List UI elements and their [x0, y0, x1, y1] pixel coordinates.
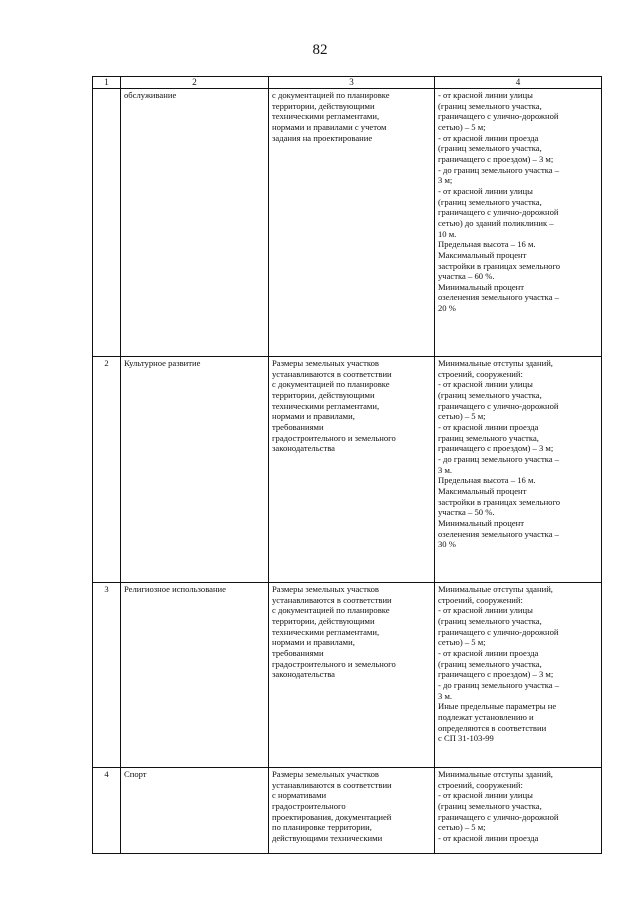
- cell-text-line: Минимальный процент: [438, 517, 524, 528]
- cell-text-line: техническими регламентами,: [272, 111, 380, 122]
- cell-text-line: (границ земельного участка,: [438, 389, 542, 400]
- cell-text-line: границ земельного участка,: [438, 432, 539, 443]
- table-row: [93, 583, 602, 768]
- table-header-row: [93, 77, 602, 89]
- cell-text-line: действующими техническими: [272, 832, 383, 843]
- cell-text-line: граничащего с проездом) – 3 м;: [438, 669, 554, 680]
- cell-text-line: подлежат установлению и: [438, 711, 534, 722]
- row-parameters-text: [435, 768, 602, 854]
- cell-text-line: с документацией по планировке: [272, 379, 390, 390]
- cell-text-line: участка – 60 %.: [438, 271, 495, 282]
- cell-text-line: законодательства: [272, 443, 335, 454]
- page-number: 82: [312, 42, 328, 58]
- cell-text-line: территории, действующими: [272, 615, 375, 626]
- zoning-table: [92, 76, 602, 854]
- row-number: [93, 89, 121, 357]
- cell-text-line: (границ земельного участка,: [438, 143, 542, 154]
- cell-text-line: (границ земельного участка,: [438, 615, 542, 626]
- cell-text-line: - от красной линии улицы: [438, 790, 533, 801]
- row-parameters-text: [435, 583, 602, 768]
- cell-text-line: - от красной линии проезда: [438, 132, 539, 143]
- cell-text-line: с документацией по планировке: [272, 90, 390, 100]
- cell-text-line: (границ земельного участка,: [438, 100, 542, 111]
- cell-text-line: (границ земельного участка,: [438, 196, 542, 207]
- cell-text-line: 10 м.: [438, 228, 457, 239]
- cell-text-line: Максимальный процент: [438, 249, 527, 260]
- cell-text-line: техническими регламентами,: [272, 400, 380, 411]
- cell-text-line: озеленения земельного участка –: [438, 528, 559, 539]
- row-number: 4: [93, 768, 121, 854]
- cell-text-line: 3 м.: [438, 690, 453, 701]
- row-number: 2: [93, 357, 121, 583]
- cell-text-line: устанавливаются в соответствии: [272, 594, 392, 605]
- cell-text-line: участка – 50 %.: [438, 507, 495, 518]
- cell-text-line: проектирования, документацией: [272, 811, 392, 822]
- cell-text-line: сетью) – 5 м;: [438, 637, 486, 648]
- cell-text-line: граничащего с улично-дорожной: [438, 207, 559, 218]
- cell-text-line: Минимальные отступы зданий,: [438, 769, 553, 779]
- cell-text-line: с нормативами: [272, 790, 327, 801]
- header-col-1: 1: [93, 77, 121, 89]
- cell-text-line: (границ земельного участка,: [438, 658, 542, 669]
- header-col-2: 2: [121, 77, 269, 89]
- cell-text-line: строений, сооружений:: [438, 594, 523, 605]
- row-lot-size-text: [269, 89, 435, 357]
- row-parameters-text: [435, 357, 602, 583]
- cell-text-line: Минимальный процент: [438, 281, 524, 292]
- row-name: Спорт: [121, 768, 269, 854]
- cell-text-line: сетью) – 5 м;: [438, 822, 486, 833]
- cell-text-line: требованиями: [272, 421, 324, 432]
- cell-text-line: - от красной линии улицы: [438, 90, 533, 100]
- cell-text-line: задания на проектирование: [272, 132, 373, 143]
- cell-text-line: граничащего с улично-дорожной: [438, 111, 559, 122]
- cell-text-line: нормами и правилами,: [272, 637, 355, 648]
- cell-text-line: 3 м;: [438, 175, 453, 186]
- cell-text-line: строений, сооружений:: [438, 779, 523, 790]
- header-col-3: 3: [269, 77, 435, 89]
- cell-text-line: застройки в границах земельного: [438, 496, 561, 507]
- cell-text-line: с документацией по планировке: [272, 605, 390, 616]
- cell-text-line: 20 %: [438, 303, 456, 314]
- cell-text-line: Размеры земельных участков: [272, 769, 379, 779]
- cell-text-line: - от красной линии улицы: [438, 185, 533, 196]
- table-row: [93, 768, 602, 854]
- cell-text-line: - до границ земельного участка –: [438, 453, 560, 464]
- cell-text-line: с СП 31-103-99: [438, 733, 494, 744]
- cell-text-line: строений, сооружений:: [438, 368, 523, 379]
- cell-text-line: застройки в границах земельного: [438, 260, 561, 271]
- cell-text-line: Иные предельные параметры не: [438, 701, 557, 712]
- cell-text-line: - от красной линии проезда: [438, 647, 539, 658]
- cell-text-line: устанавливаются в соответствии: [272, 779, 392, 790]
- table-row: [93, 357, 602, 583]
- cell-text-line: техническими регламентами,: [272, 626, 380, 637]
- cell-text-line: территории, действующими: [272, 389, 375, 400]
- row-lot-size-text: [269, 583, 435, 768]
- cell-text-line: граничащего с улично-дорожной: [438, 811, 559, 822]
- cell-text-line: нормами и правилами,: [272, 411, 355, 422]
- row-lot-size-text: [269, 357, 435, 583]
- row-name: Культурное развитие: [121, 357, 269, 583]
- cell-text-line: сетью) до зданий поликлиник –: [438, 217, 554, 228]
- cell-text-line: законодательства: [272, 669, 335, 680]
- cell-text-line: - от красной линии проезда: [438, 421, 539, 432]
- cell-text-line: - от красной линии проезда: [438, 832, 539, 843]
- cell-text-line: Размеры земельных участков: [272, 358, 379, 368]
- row-number: 3: [93, 583, 121, 768]
- row-lot-size-text: [269, 768, 435, 854]
- cell-text-line: 3 м.: [438, 464, 453, 475]
- cell-text-line: сетью) – 5 м;: [438, 411, 486, 422]
- cell-text-line: требованиями: [272, 647, 324, 658]
- cell-text-line: Минимальные отступы зданий,: [438, 358, 553, 368]
- cell-text-line: - до границ земельного участка –: [438, 679, 560, 690]
- cell-text-line: - до границ земельного участка –: [438, 164, 560, 175]
- cell-text-line: граничащего с проездом) – 3 м;: [438, 443, 554, 454]
- cell-text-line: озеленения земельного участка –: [438, 292, 559, 303]
- cell-text-line: сетью) – 5 м;: [438, 121, 486, 132]
- cell-text-line: 30 %: [438, 539, 456, 550]
- cell-text-line: граничащего с улично-дорожной: [438, 400, 559, 411]
- cell-text-line: Предельная высота – 16 м.: [438, 475, 536, 486]
- row-parameters-text: [435, 89, 602, 357]
- cell-text-line: по планировке территории,: [272, 822, 372, 833]
- cell-text-line: градостроительного и земельного: [272, 432, 396, 443]
- cell-text-line: граничащего с улично-дорожной: [438, 626, 559, 637]
- cell-text-line: (границ земельного участка,: [438, 800, 542, 811]
- cell-text-line: граничащего с проездом) – 3 м;: [438, 153, 554, 164]
- row-name: Религиозное использование: [121, 583, 269, 768]
- cell-text-line: определяются в соответствии: [438, 722, 547, 733]
- cell-text-line: градостроительного: [272, 800, 346, 811]
- header-col-4: 4: [435, 77, 602, 89]
- cell-text-line: - от красной линии улицы: [438, 605, 533, 616]
- cell-text-line: устанавливаются в соответствии: [272, 368, 392, 379]
- cell-text-line: Минимальные отступы зданий,: [438, 584, 553, 594]
- cell-text-line: нормами и правилами с учетом: [272, 121, 387, 132]
- cell-text-line: Максимальный процент: [438, 485, 527, 496]
- table-row: [93, 89, 602, 357]
- cell-text-line: Размеры земельных участков: [272, 584, 379, 594]
- cell-text-line: территории, действующими: [272, 100, 375, 111]
- cell-text-line: Предельная высота – 16 м.: [438, 239, 536, 250]
- cell-text-line: - от красной линии улицы: [438, 379, 533, 390]
- cell-text-line: градостроительного и земельного: [272, 658, 396, 669]
- row-name: обслуживание: [121, 89, 269, 357]
